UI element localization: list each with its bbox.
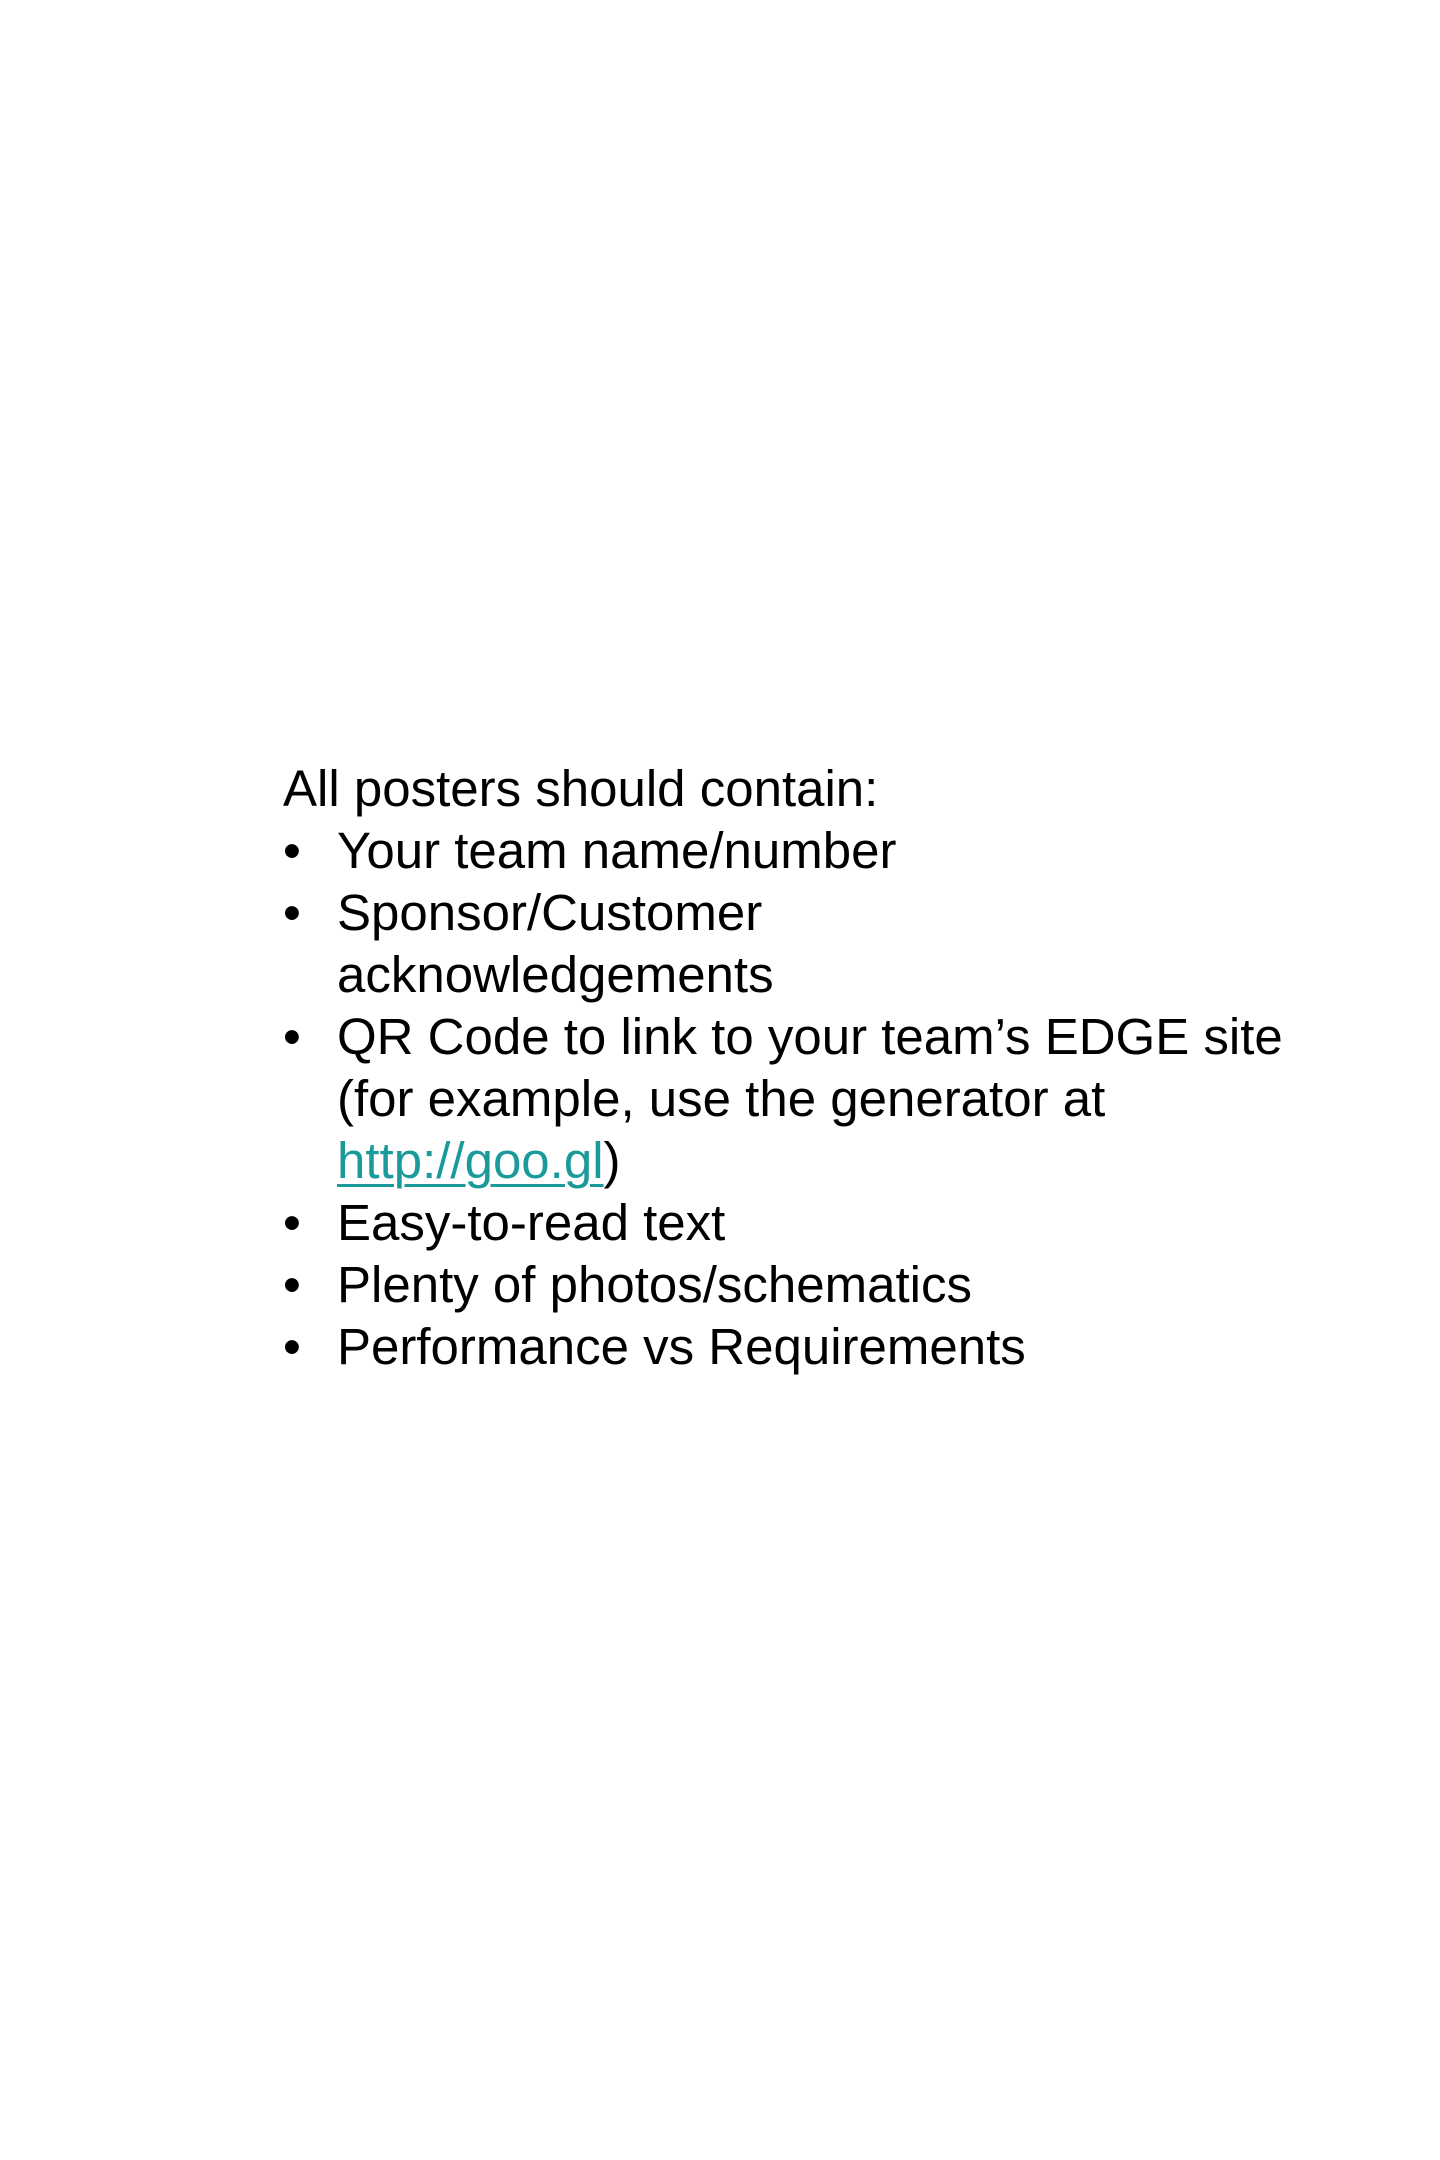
list-item-text: Easy-to-read text: [337, 1194, 726, 1251]
bullet-icon: •: [283, 1194, 301, 1251]
requirements-list: [283, 820, 1283, 1378]
bullet-icon: •: [283, 1318, 301, 1375]
poster-requirements: [283, 758, 1283, 1378]
list-item-photos: [283, 1254, 1283, 1316]
bullet-icon: •: [283, 884, 301, 941]
bullet-icon: •: [283, 1008, 301, 1065]
list-item-text: QR Code to link to your team’s EDGE site (for example, use the generator at: [337, 1008, 1283, 1127]
list-item-sponsor: [283, 882, 1283, 1006]
list-item-performance: [283, 1316, 1283, 1378]
list-item-text: Plenty of photos/schematics: [337, 1256, 972, 1313]
list-item-text: Performance vs Requirements: [337, 1318, 1026, 1375]
bullet-icon: •: [283, 822, 301, 879]
list-item-qr-code: [283, 1006, 1283, 1192]
list-item-text: Sponsor/Customer acknowledgements: [337, 884, 774, 1003]
list-item-easy-text: [283, 1192, 1283, 1254]
list-item-text-suffix: ): [603, 1132, 621, 1189]
intro-heading: All posters should contain:: [283, 760, 879, 817]
bullet-icon: •: [283, 1256, 301, 1313]
list-item-text: Your team name/number: [337, 822, 897, 879]
list-item-team-name: [283, 820, 1283, 882]
goo-gl-link[interactable]: http://goo.gl: [337, 1132, 604, 1189]
